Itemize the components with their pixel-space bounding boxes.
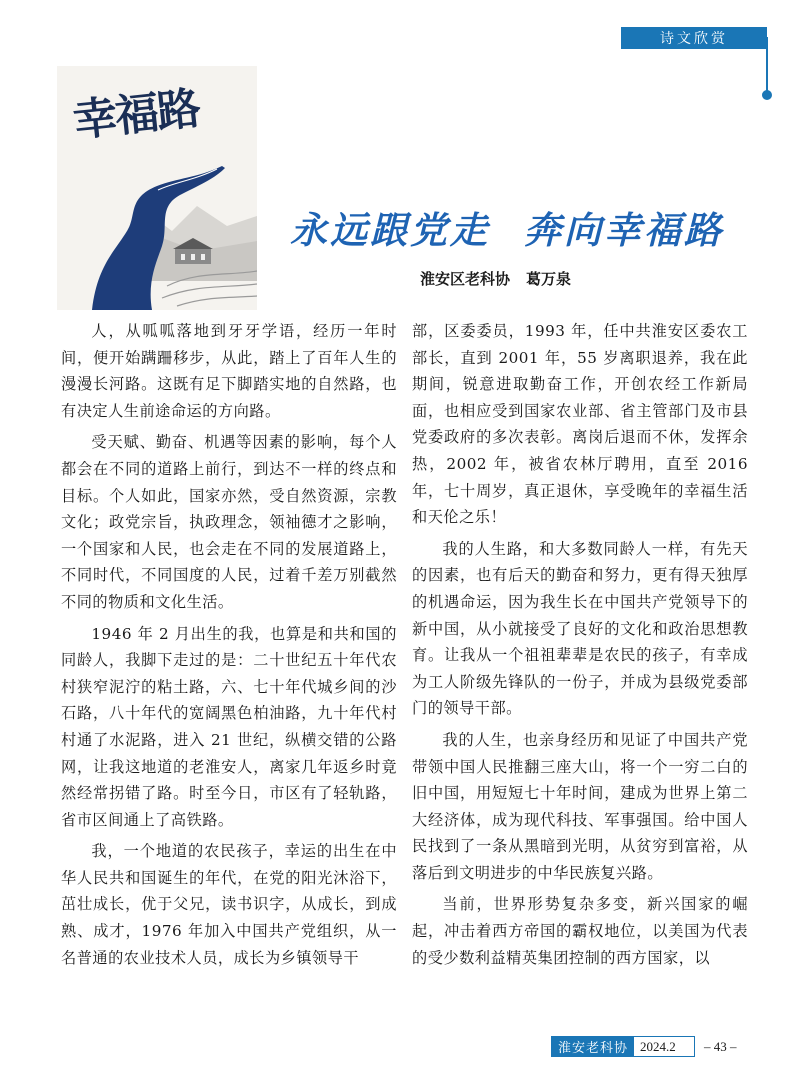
section-tab-connector [748,37,768,39]
section-tab-rule [766,37,768,93]
paragraph: 我的人生路，和大多数同龄人一样，有先天的因素，也有后天的勤奋和努力，更有得天独厚的机遇命运，因为我生长在中国共产党领导下的新中国，从小就接受了良好的文化和政治思想教育。让我从一个祖祖辈辈是农民的孩子，有幸成为工人阶级先锋队的一份子，并成为县级党委部门的领导干部。 [412,539,748,718]
hero-illustration [57,66,257,310]
hero-calligraphy: 幸福路 [70,83,202,147]
section-tab-dot [762,90,772,100]
paragraph: 我的人生，也亲身经历和见证了中国共产党带领中国人民推翻三座大山，将一个一穷二白的旧中国，用短短七十年时间，建成为世界上第二大经济体，成为现代科技、军事强国。给中国人民找到了一条从黑暗到光明，从贫穷到富裕，从落后到文明进步的中华民族复兴路。 [412,730,748,882]
article-title-part2: 奔向幸福路 [524,209,724,252]
body-column-right [412,318,748,976]
footer-magazine-name: 淮安老科协 [552,1037,634,1056]
paragraph: 当前，世界形势复杂多变，新兴国家的崛起，冲击着西方帝国的霸权地位，以美国为代表的受少数利益精英集团控制的西方国家，以 [412,895,748,967]
footer-masthead [551,1036,695,1057]
article-title-part1: 永远跟党走 [290,209,490,252]
paragraph: 受天赋、勤奋、机遇等因素的影响，每个人都会在不同的道路上前行，到达不一样的终点和目标。个人如此，国家亦然，受自然资源，宗教文化；政党宗旨，执政理念，领袖德才之影响，一个国家和人民，也会走在不同的发展道路上，不同时代，不同国度的人民，过着千差万别截然不同的物质和文化生活。 [61,433,397,611]
paragraph: 1946 年 2 月出生的我，也算是和共和国的同龄人，我脚下走过的是：二十世纪五十年代农村狭窄泥泞的粘土路，六、七十年代城乡间的沙石路，八十年代的宽阔黑色柏油路，九十年代村村通了水泥路，进入 21 世纪，纵横交错的公路网，让我这地道的老淮安人，离家几年返乡时竟然经常拐错了路。时至今日，市区有了轻轨路，省市区间通上了高铁路。 [61,624,397,829]
road-landscape-illustration [57,66,257,310]
author-org: 淮安区老科协 [420,270,511,288]
footer-issue: 2024.2 [640,1038,676,1054]
paragraph-continuation: 部，区委委员，1993 年，任中共淮安区委农工部长，直到 2001 年，55 岁离职退养，我在此期间，锐意进取勤奋工作，开创农经工作新局面，也相应受到国家农业部、省主管部门及市县党委政府的多次表彰。离岗后退而不休，发挥余热，2002 年，被省农林厅聘用，直至 2016 年，七十周岁，真正退休，享受晚年的幸福生活和天伦之乐！ [412,322,748,527]
section-tab: 诗文欣赏 [621,27,767,49]
article-title [290,200,770,254]
byline [420,268,571,289]
paragraph: 我，一个地道的农民孩子，幸运的出生在中华人民共和国诞生的年代，在党的阳光沐浴下，茁壮成长，优于父兄，读书识字，从成长，到成熟、成才，1976 年加入中国共产党组织，从一名普通的农业技术人员，成长为乡镇领导干 [61,842,397,967]
author-name: 葛万泉 [526,270,572,288]
page-number: – 43 – [704,1039,737,1054]
body-column-left [61,318,397,976]
paragraph: 人，从呱呱落地到牙牙学语，经历一年时间，便开始蹒跚移步，从此，踏上了百年人生的漫漫长河路。这既有足下脚踏实地的自然路，也有决定人生前途命运的方向路。 [61,322,397,420]
